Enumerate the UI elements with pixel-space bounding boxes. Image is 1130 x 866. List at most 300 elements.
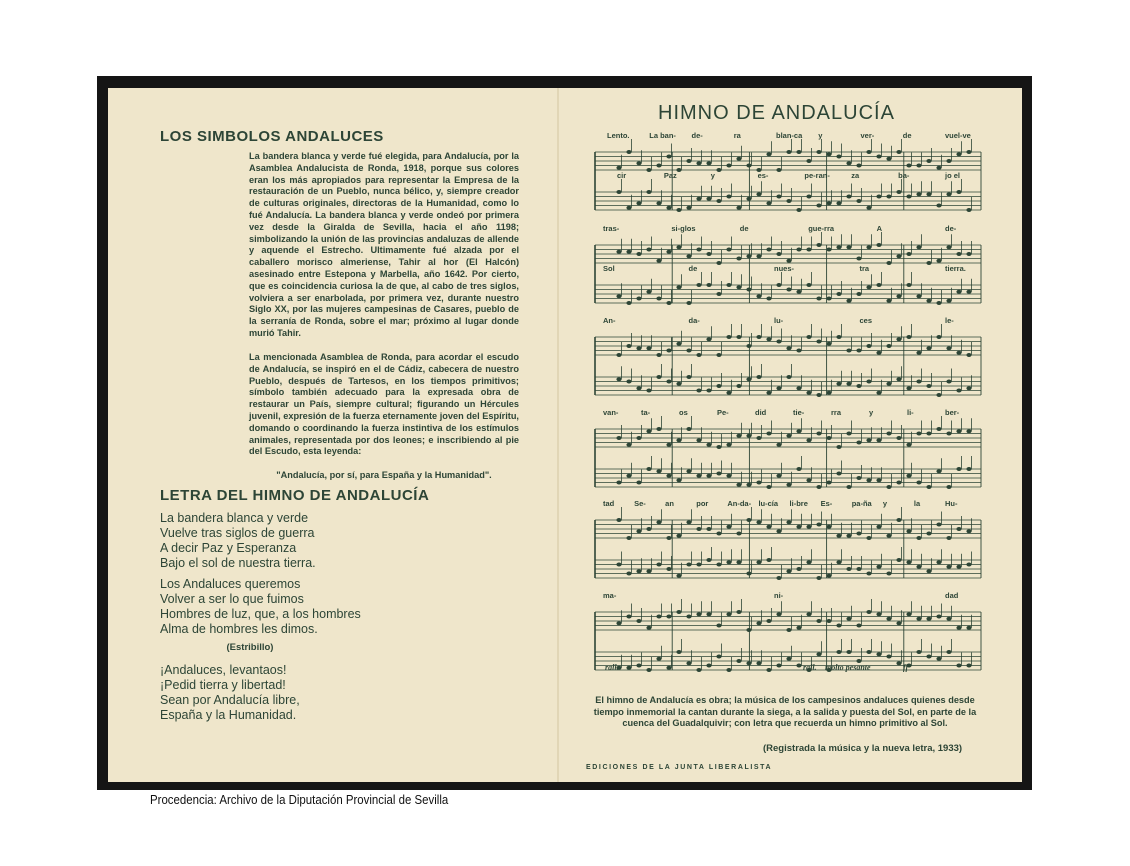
music-note xyxy=(946,299,951,303)
music-note xyxy=(716,261,721,265)
music-note xyxy=(806,612,811,616)
music-note xyxy=(896,337,901,341)
music-note xyxy=(656,563,661,567)
music-note xyxy=(796,525,801,529)
music-note xyxy=(796,349,801,353)
music-note xyxy=(726,335,731,339)
music-note xyxy=(966,386,971,390)
music-note xyxy=(846,245,851,249)
verse-line: Sean por Andalucía libre, xyxy=(160,693,300,707)
music-note xyxy=(706,197,711,201)
music-note xyxy=(796,386,801,390)
music-note xyxy=(766,337,771,341)
lyric-syllable: pa-ña xyxy=(851,499,872,508)
lyric-syllable: lu-cía xyxy=(758,499,779,508)
music-note xyxy=(786,434,791,438)
music-note xyxy=(936,301,941,305)
music-note xyxy=(616,436,621,440)
music-note xyxy=(726,283,731,287)
music-note xyxy=(646,190,651,194)
music-note xyxy=(886,617,891,621)
music-note xyxy=(636,201,641,205)
music-note xyxy=(646,626,651,630)
music-note xyxy=(636,252,641,256)
lyric-syllable: za xyxy=(851,171,860,180)
music-note xyxy=(826,201,831,205)
music-note xyxy=(736,434,741,438)
lyric-syllable: nues- xyxy=(774,264,795,273)
music-note xyxy=(886,344,891,348)
music-note xyxy=(616,518,621,522)
stanza-2 xyxy=(160,577,361,637)
music-note xyxy=(896,150,901,154)
music-note xyxy=(706,527,711,531)
music-note xyxy=(876,438,881,442)
music-note xyxy=(776,252,781,256)
music-note xyxy=(616,563,621,567)
music-note xyxy=(896,377,901,381)
music-note xyxy=(856,384,861,388)
music-note xyxy=(896,481,901,485)
music-note xyxy=(626,615,631,619)
lyric-syllable: y xyxy=(818,132,823,140)
music-note xyxy=(736,257,741,261)
music-note xyxy=(636,386,641,390)
music-note xyxy=(926,384,931,388)
music-note xyxy=(936,427,941,431)
music-note xyxy=(956,389,961,393)
music-note xyxy=(846,382,851,386)
music-note xyxy=(776,576,781,580)
music-note xyxy=(896,661,901,665)
music-note xyxy=(626,474,631,478)
music-note xyxy=(946,565,951,569)
music-note xyxy=(806,248,811,252)
music-note xyxy=(846,432,851,436)
verse-line: Volver a ser lo que fuimos xyxy=(160,592,304,606)
lyric-syllable: de xyxy=(902,132,912,140)
music-note xyxy=(946,536,951,540)
music-note xyxy=(776,474,781,478)
music-note xyxy=(896,621,901,625)
music-note xyxy=(946,380,951,384)
music-note xyxy=(656,201,661,205)
music-note xyxy=(676,168,681,172)
music-note xyxy=(736,285,741,289)
verse-line: España y la Humanidad. xyxy=(160,708,297,722)
music-note xyxy=(616,190,621,194)
music-note xyxy=(686,563,691,567)
music-note xyxy=(926,159,931,163)
music-note xyxy=(916,481,921,485)
music-note xyxy=(766,619,771,623)
tempo-mark: rall. xyxy=(605,663,619,672)
lyric-syllable: ba- xyxy=(898,171,910,180)
music-note xyxy=(626,666,631,670)
tempo-mark: ff xyxy=(903,663,909,672)
music-note xyxy=(956,290,961,294)
music-note xyxy=(806,525,811,529)
music-note xyxy=(776,386,781,390)
music-note xyxy=(696,248,701,252)
lyric-syllable: y xyxy=(882,499,887,508)
music-note xyxy=(936,615,941,619)
music-note xyxy=(796,567,801,571)
music-note xyxy=(766,152,771,156)
music-note xyxy=(866,536,871,540)
lyric-syllable: gue-rra xyxy=(808,224,835,233)
music-note xyxy=(906,195,911,199)
music-note xyxy=(636,529,641,533)
music-note xyxy=(856,257,861,261)
music-note xyxy=(656,657,661,661)
music-note xyxy=(846,534,851,538)
music-note xyxy=(806,391,811,395)
music-note xyxy=(786,150,791,154)
music-note xyxy=(946,245,951,249)
verse-line: A decir Paz y Esperanza xyxy=(160,541,297,555)
music-note xyxy=(766,297,771,301)
music-note xyxy=(646,527,651,531)
music-note xyxy=(706,558,711,562)
music-note xyxy=(846,349,851,353)
music-note xyxy=(836,382,841,386)
lyric-syllable: tad xyxy=(603,499,615,508)
music-note xyxy=(696,668,701,672)
music-note xyxy=(766,485,771,489)
music-note xyxy=(816,576,821,580)
music-note xyxy=(836,472,841,476)
music-note xyxy=(686,254,691,258)
music-note xyxy=(966,150,971,154)
lyric-syllable: Hu- xyxy=(945,499,958,508)
music-note xyxy=(666,474,671,478)
music-note xyxy=(936,523,941,527)
music-note xyxy=(816,393,821,397)
source-caption: Procedencia: Archivo de la Diputación Provincial de Sevilla xyxy=(150,792,449,807)
lyric-syllable: jo el xyxy=(945,171,961,180)
lyric-syllable: y xyxy=(869,408,874,417)
music-note xyxy=(636,436,641,440)
music-note xyxy=(676,245,681,249)
music-note xyxy=(936,166,941,170)
music-note xyxy=(946,159,951,163)
music-note xyxy=(956,626,961,630)
music-note xyxy=(906,529,911,533)
music-note xyxy=(616,353,621,357)
music-note xyxy=(666,250,671,254)
music-note xyxy=(816,297,821,301)
simbolos-title: LOS SIMBOLOS ANDALUCES xyxy=(160,128,384,145)
lyric-syllable: an xyxy=(665,499,674,508)
music-note xyxy=(636,569,641,573)
music-note xyxy=(676,438,681,442)
music-note xyxy=(666,155,671,159)
lyric-syllable: de xyxy=(739,224,749,233)
music-note xyxy=(716,655,721,659)
lyric-syllable: Es- xyxy=(820,499,833,508)
music-note xyxy=(766,525,771,529)
music-note xyxy=(726,612,731,616)
music-note xyxy=(646,467,651,471)
music-note xyxy=(806,478,811,482)
music-note xyxy=(636,346,641,350)
letra-title: LETRA DEL HIMNO DE ANDALUCÍA xyxy=(160,487,430,504)
music-note xyxy=(706,252,711,256)
music-note xyxy=(676,285,681,289)
music-note xyxy=(876,652,881,656)
music-note xyxy=(726,474,731,478)
music-note xyxy=(906,164,911,168)
music-note xyxy=(956,351,961,355)
music-note xyxy=(906,252,911,256)
music-note xyxy=(666,380,671,384)
music-note xyxy=(686,520,691,524)
music-note xyxy=(696,527,701,531)
music-note xyxy=(726,560,731,564)
music-note xyxy=(846,617,851,621)
music-note xyxy=(686,661,691,665)
lyric-syllable: Se- xyxy=(634,499,646,508)
music-note xyxy=(686,159,691,163)
music-note xyxy=(716,353,721,357)
music-note xyxy=(626,301,631,305)
music-note xyxy=(966,626,971,630)
music-note xyxy=(966,290,971,294)
lyric-syllable: ber- xyxy=(945,408,960,417)
lyric-syllable: de xyxy=(688,264,698,273)
music-note xyxy=(886,299,891,303)
music-note xyxy=(646,168,651,172)
music-note xyxy=(756,481,761,485)
music-note xyxy=(936,204,941,208)
leaflet-paper xyxy=(108,88,1022,782)
music-note xyxy=(786,346,791,350)
music-note xyxy=(766,201,771,205)
music-note xyxy=(786,628,791,632)
music-note xyxy=(946,192,951,196)
music-note xyxy=(636,619,641,623)
music-note xyxy=(646,248,651,252)
music-note xyxy=(626,150,631,154)
music-note xyxy=(966,252,971,256)
music-note xyxy=(806,438,811,442)
music-note xyxy=(906,443,911,447)
music-note xyxy=(656,375,661,379)
music-note xyxy=(906,335,911,339)
music-note xyxy=(846,195,851,199)
music-note xyxy=(896,254,901,258)
music-note xyxy=(826,574,831,578)
music-note xyxy=(896,294,901,298)
music-note xyxy=(966,529,971,533)
music-note xyxy=(846,567,851,571)
music-note xyxy=(936,335,941,339)
lyric-syllable: Pe- xyxy=(717,408,729,417)
music-note xyxy=(616,621,621,625)
music-note xyxy=(776,529,781,533)
music-note xyxy=(706,612,711,616)
simbolos-motto: "Andalucía, por sí, para España y la Humanidad". xyxy=(276,470,492,480)
lyric-syllable: li-bre xyxy=(789,499,808,508)
music-note xyxy=(956,664,961,668)
music-note xyxy=(736,560,741,564)
music-note xyxy=(716,563,721,567)
music-note xyxy=(806,560,811,564)
music-note xyxy=(916,565,921,569)
lyric-syllable: tie- xyxy=(793,408,805,417)
music-note xyxy=(686,469,691,473)
music-note xyxy=(856,624,861,628)
music-note xyxy=(706,389,711,393)
music-note xyxy=(926,261,931,265)
lyric-syllable: y xyxy=(710,171,715,180)
music-note xyxy=(876,612,881,616)
music-note xyxy=(666,536,671,540)
music-note xyxy=(946,650,951,654)
music-note xyxy=(696,353,701,357)
music-note xyxy=(636,481,641,485)
music-note xyxy=(656,469,661,473)
verse-line: ¡Pedid tierra y libertad! xyxy=(160,678,286,692)
music-note xyxy=(796,248,801,252)
music-note xyxy=(646,389,651,393)
music-note xyxy=(916,164,921,168)
music-note xyxy=(836,245,841,249)
music-note xyxy=(696,563,701,567)
music-note xyxy=(866,245,871,249)
music-note xyxy=(726,443,731,447)
music-note xyxy=(696,197,701,201)
lyric-syllable: ver- xyxy=(860,132,875,140)
music-note xyxy=(946,346,951,350)
music-note xyxy=(736,157,741,161)
music-note xyxy=(676,650,681,654)
music-note xyxy=(826,436,831,440)
music-note xyxy=(926,655,931,659)
music-note xyxy=(736,384,741,388)
music-note xyxy=(706,337,711,341)
music-note xyxy=(776,283,781,287)
verse-line: ¡Andaluces, levantaos! xyxy=(160,663,287,677)
music-note xyxy=(856,476,861,480)
music-note xyxy=(616,250,621,254)
music-note xyxy=(846,485,851,489)
music-note xyxy=(646,429,651,433)
music-note xyxy=(666,301,671,305)
music-note xyxy=(666,349,671,353)
music-note xyxy=(786,569,791,573)
lyric-syllable: Lento. xyxy=(607,132,630,140)
music-note xyxy=(816,523,821,527)
music-note xyxy=(916,192,921,196)
music-note xyxy=(856,199,861,203)
music-note xyxy=(806,283,811,287)
music-note xyxy=(616,481,621,485)
music-note xyxy=(776,664,781,668)
music-note xyxy=(706,664,711,668)
music-note xyxy=(766,558,771,562)
music-note xyxy=(666,206,671,210)
lyric-syllable: vuel-ve xyxy=(945,132,971,140)
music-note xyxy=(936,657,941,661)
lyric-syllable: tra xyxy=(859,264,870,273)
lyric-syllable: dad xyxy=(945,591,959,600)
music-note xyxy=(676,610,681,614)
hymn-title: HIMNO DE ANDALUCÍA xyxy=(658,102,895,124)
music-note xyxy=(946,485,951,489)
music-note xyxy=(906,474,911,478)
music-note xyxy=(656,353,661,357)
music-note xyxy=(916,351,921,355)
music-note xyxy=(876,565,881,569)
music-note xyxy=(916,245,921,249)
music-note xyxy=(776,443,781,447)
lyric-syllable: le- xyxy=(945,316,954,325)
music-note xyxy=(826,248,831,252)
lyric-syllable: ra xyxy=(733,132,741,140)
music-note xyxy=(856,292,861,296)
music-note xyxy=(866,344,871,348)
music-note xyxy=(956,252,961,256)
lyric-syllable: da- xyxy=(688,316,700,325)
music-note xyxy=(646,569,651,573)
music-note xyxy=(656,427,661,431)
music-note xyxy=(836,560,841,564)
music-note xyxy=(706,443,711,447)
music-note xyxy=(786,520,791,524)
music-note xyxy=(686,615,691,619)
music-note xyxy=(696,161,701,165)
music-note xyxy=(756,520,761,524)
music-note xyxy=(756,621,761,625)
music-note xyxy=(906,612,911,616)
music-note xyxy=(946,617,951,621)
music-note xyxy=(626,344,631,348)
lyric-syllable: Sol xyxy=(603,264,615,273)
music-note xyxy=(916,432,921,436)
music-note xyxy=(926,192,931,196)
music-note xyxy=(836,201,841,205)
lyric-syllable: pe-ran- xyxy=(804,171,830,180)
music-note xyxy=(886,572,891,576)
lyric-syllable: si-glos xyxy=(671,224,696,233)
music-note xyxy=(836,445,841,449)
music-note xyxy=(956,527,961,531)
music-note xyxy=(836,292,841,296)
music-note xyxy=(636,161,641,165)
lyric-syllable: ma- xyxy=(603,591,617,600)
tempo-mark: molto pesante xyxy=(825,663,871,672)
music-note xyxy=(626,443,631,447)
music-note xyxy=(796,664,801,668)
music-note xyxy=(926,299,931,303)
music-note xyxy=(646,290,651,294)
music-note xyxy=(956,429,961,433)
music-note xyxy=(876,155,881,159)
music-note xyxy=(716,445,721,449)
music-note xyxy=(696,438,701,442)
music-note xyxy=(936,393,941,397)
stanza-1 xyxy=(160,511,316,571)
music-note xyxy=(676,478,681,482)
music-note xyxy=(766,248,771,252)
music-note xyxy=(796,429,801,433)
music-note xyxy=(796,208,801,212)
music-note xyxy=(826,342,831,346)
music-note xyxy=(706,161,711,165)
verse-line: Bajo el sol de nuestra tierra. xyxy=(160,556,316,570)
